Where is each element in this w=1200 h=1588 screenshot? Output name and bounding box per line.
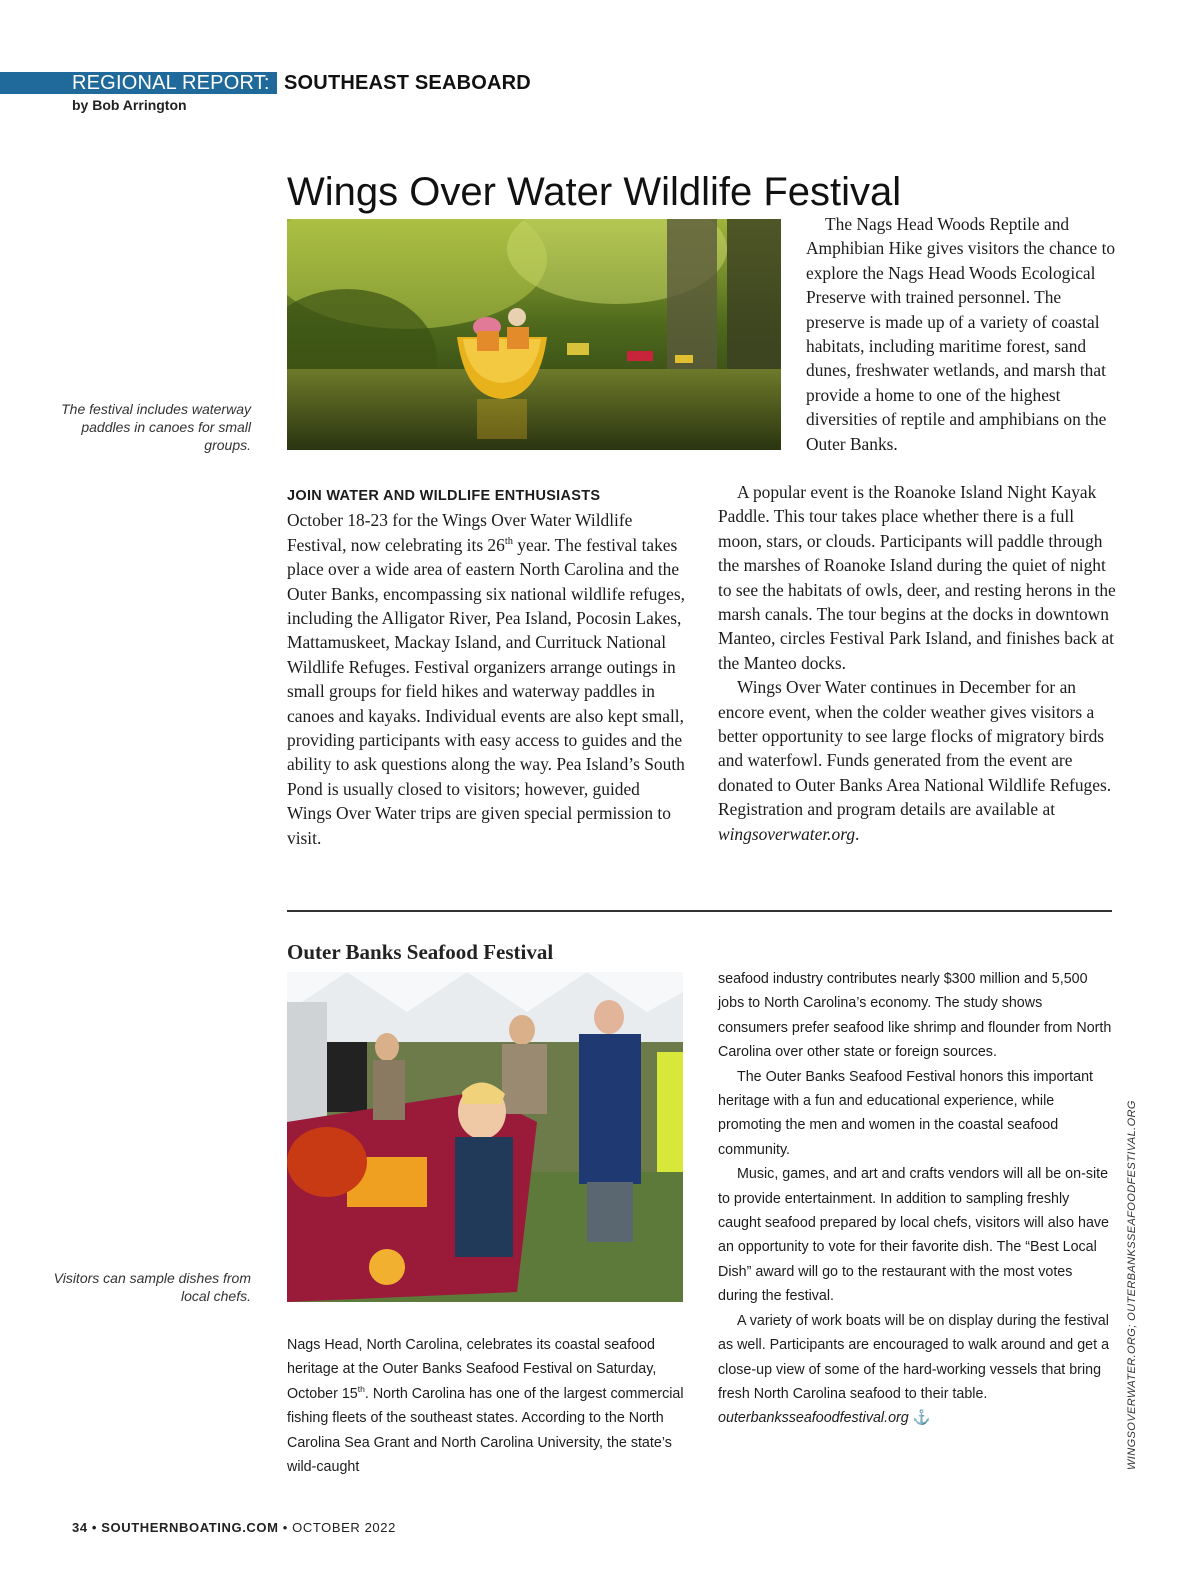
page-footer [72, 1520, 396, 1535]
article-title: Outer Banks Seafood Festival [287, 940, 554, 964]
website-link[interactable]: wingsoverwater.org [718, 823, 856, 844]
canoe-photo-image [287, 219, 781, 450]
section-divider [287, 910, 1112, 912]
article-body-column [718, 480, 1116, 846]
article-body-column [287, 482, 687, 850]
paragraph-text: year. The festival takes place over a wide area of eastern North Carolina and the Outer Banks, encompassing six national wildlife refuges, including the Alligator River, Pea Island, Pocosin Lakes, Mattamuskeet, Mackay Island, and Currituck National Wildlife Refuges. Festival organizers arrange outings in small groups for field hikes and waterway paddles in canoes and kayaks. Individual events are also kept small, providing participants with easy access to guides and the ability to ask questions along the way. Pea Island’s South Pond is usually closed to visitors; however, guided Wings Over Water trips are given special permission to visit. [287, 534, 685, 848]
paragraph-text: Wings Over Water continues in December for an encore event, when the colder weather gives visitors a better opportunity to see large flocks of migratory birds and waterfowl. Funds generated from the event are donated to Outer Banks Area National Wildlife Refuges. Registration and program details are available at [718, 677, 1112, 820]
article-body-column [287, 1333, 687, 1479]
superscript: th [504, 536, 513, 548]
paragraph-text: . [855, 823, 860, 844]
photo-credit: WINGSOVERWATER.ORG; OUTERBANKSSEAFOODFESTIVAL.ORG [1126, 1100, 1138, 1470]
canoe-photo [287, 219, 781, 450]
seafood-festival-photo [287, 972, 683, 1302]
photo-caption: The festival includes waterway paddles in canoes for small groups. [61, 401, 251, 453]
article-body-column [718, 967, 1116, 1431]
paragraph-text: Nags Head, North Carolina, celebrates its coastal seafood heritage at the Outer Banks Seafood Festival on Saturday, October 15 [287, 1337, 657, 1402]
article-body-column [806, 212, 1116, 456]
paragraph [287, 1333, 687, 1479]
article-title: Wings Over Water Wildlife Festival [287, 170, 902, 214]
footer-separator: • [282, 1520, 288, 1535]
paragraph-text: . North Carolina has one of the largest commercial fishing fleets of the southeast states. According to the North Carolina Sea Grant and North Carolina University, the state’s wild-caught [287, 1385, 684, 1476]
paragraph-text: October 18-23 for the Wings Over Water Wildlife Festival, now celebrating its 26 [287, 510, 633, 555]
paragraph-text: A variety of work boats will be on display during the festival as well. Participants are encouraged to walk around and get a close-up view of some of the hard-working vessels that bring fresh North Carolina seafood to their table. [718, 1312, 1110, 1402]
paragraph [718, 1309, 1116, 1431]
website-link[interactable]: outerbanksseafoodfestival.org [718, 1410, 909, 1427]
lead-in: JOIN WATER AND WILDLIFE ENTHUSIASTS [287, 488, 601, 504]
end-mark-icon: ⚓ [912, 1410, 931, 1427]
footer-site[interactable]: SOUTHERNBOATING.COM [101, 1520, 279, 1535]
footer-separator: • [91, 1520, 98, 1535]
superscript: th [357, 1384, 365, 1395]
seafood-festival-photo-image [287, 972, 683, 1302]
photo-caption: Visitors can sample dishes from local chefs. [53, 1270, 251, 1304]
footer-issue: OCTOBER 2022 [292, 1520, 396, 1535]
paragraph [718, 675, 1116, 846]
paragraph [287, 482, 687, 850]
paragraph: seafood industry contributes nearly $300 million and 5,500 jobs to North Carolina’s economy. The study shows consumers prefer seafood like shrimp and flounder from North Carolina over other state or foreign sources. [718, 971, 1112, 1061]
section-subtitle: SOUTHEAST SEABOARD [284, 72, 531, 94]
paragraph: A popular event is the Roanoke Island Night Kayak Paddle. This tour takes place whether there is a full moon, stars, or clouds. Participants will paddle through the marshes of Roanoke Island during the quiet of night to see the habitats of owls, deer, and resting herons in the marsh canals. The tour begins at the docks in downtown Manteo, circles Festival Park Island, and finishes back at the Manteo docks. [718, 482, 1116, 673]
paragraph: The Nags Head Woods Reptile and Amphibian Hike gives visitors the chance to explore the Nags Head Woods Ecological Preserve with trained personnel. The preserve is made up of a variety of coastal habitats, including maritime forest, sand dunes, freshwater wetlands, and marsh that provide a home to one of the highest diversities of reptile and amphibians on the Outer Banks. [806, 214, 1116, 454]
paragraph: Music, games, and art and crafts vendors will all be on-site to provide entertainment. In addition to sampling freshly caught seafood prepared by local chefs, visitors will also have an opportunity to vote for their favorite dish. The “Best Local Dish” award will go to the restaurant with the most votes during the festival. [718, 1166, 1109, 1305]
page-number: 34 [72, 1520, 88, 1535]
section-label: REGIONAL REPORT: [72, 72, 270, 94]
paragraph: The Outer Banks Seafood Festival honors this important heritage with a fun and educational experience, while promoting the men and women in the coastal seafood community. [718, 1068, 1094, 1158]
byline: by Bob Arrington [72, 97, 187, 113]
